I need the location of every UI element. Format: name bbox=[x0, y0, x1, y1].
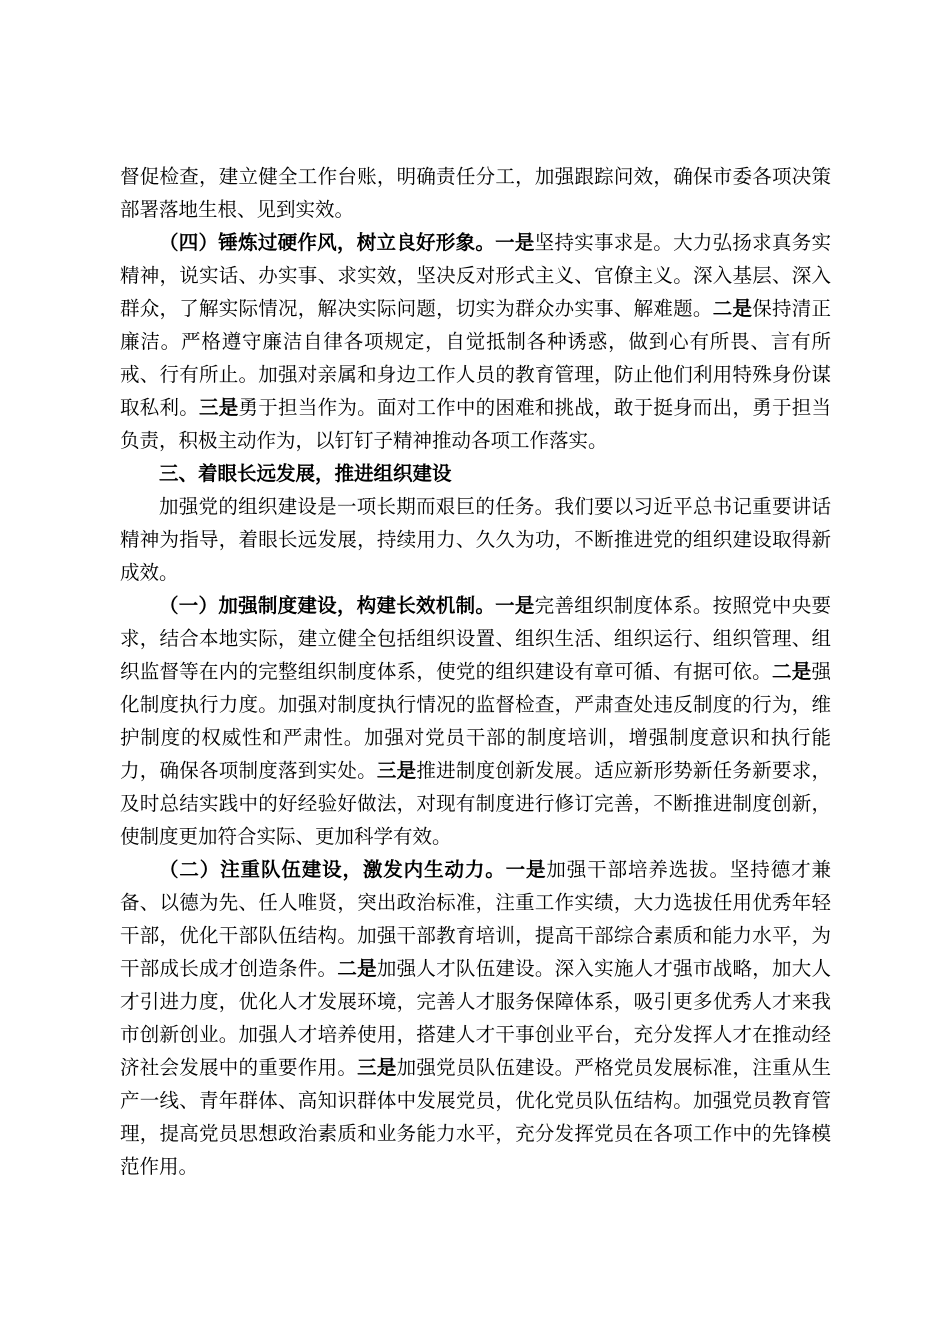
text-run: 推进制度创新发展。适应新形势新任务新要求，及时总结实践中的好经验好做法，对现有制度进行修订完善，不断推进制度创新，使制度更加符合实际、更加科学有效。 bbox=[120, 761, 831, 848]
text-run: 强化制度执行力度。加强对制度执行情况的监督检查，严肃查处违反制度的行为，维护制度的权威性和严肃性。加强对党员干部的制度培训，增强制度意识和执行能力，确保各项制度落到实处。 bbox=[120, 662, 831, 782]
section-heading bbox=[120, 458, 831, 491]
bold-text-run: 三是 bbox=[357, 1058, 397, 1079]
text-run: 督促检查，建立健全工作台账，明确责任分工，加强跟踪问效，确保市委各项决策部署落地生根、见到实效。 bbox=[120, 167, 831, 221]
bold-text-run: 三、着眼长远发展，推进组织建设 bbox=[159, 464, 452, 485]
document-body bbox=[120, 161, 831, 1184]
paragraph bbox=[120, 854, 831, 1184]
text-run: 保持清正廉洁。严格遵守廉洁自律各项规定，自觉抵制各种诱惑，做到心有所畏、言有所戒、行有所止。加强对亲属和身边工作人员的教育管理，防止他们利用特殊身份谋取私利。 bbox=[120, 299, 831, 419]
text-run: 加强人才队伍建设。深入实施人才强市战略，加大人才引进力度，优化人才发展环境，完善人才服务保障体系，吸引更多优秀人才来我市创新创业。加强人才培养使用，搭建人才干事创业平台，充分发挥人才在推动经济社会发展中的重要作用。 bbox=[120, 959, 831, 1079]
bold-text-run: 二是 bbox=[771, 662, 812, 683]
bold-text-run: （二）注重队伍建设，激发内生动力。一是 bbox=[159, 860, 547, 881]
bold-text-run: （四）锤炼过硬作风，树立良好形象。一是 bbox=[159, 233, 535, 254]
text-run: 加强党的组织建设是一项长期而艰巨的任务。我们要以习近平总书记重要讲话精神为指导，着眼长远发展，持续用力、久久为功，不断推进党的组织建设取得新成效。 bbox=[120, 497, 831, 584]
text-run: 勇于担当作为。面对工作中的困难和挑战，敢于挺身而出，勇于担当负责，积极主动作为，以钉钉子精神推动各项工作落实。 bbox=[120, 398, 831, 452]
paragraph bbox=[120, 227, 831, 458]
text-run: 加强干部培养选拔。坚持德才兼备、以德为先、任人唯贤，突出政治标准，注重工作实绩，大力选拔任用优秀年轻干部，优化干部队伍结构。加强干部教育培训，提高干部综合素质和能力水平，为干部成长成才创造条件。 bbox=[120, 860, 831, 980]
text-run: 加强党员队伍建设。严格党员发展标准，注重从生产一线、青年群体、高知识群体中发展党员，优化党员队伍结构。加强党员教育管理，提高党员思想政治素质和业务能力水平，充分发挥党员在各项工作中的先锋模范作用。 bbox=[120, 1058, 831, 1178]
paragraph bbox=[120, 590, 831, 854]
bold-text-run: 二是 bbox=[712, 299, 753, 320]
paragraph bbox=[120, 161, 831, 227]
text-run: 完善组织制度体系。按照党中央要求，结合本地实际，建立健全包括组织设置、组织生活、组织运行、组织管理、组织监督等在内的完整组织制度体系，使党的组织建设有章可循、有据可依。 bbox=[120, 596, 831, 683]
bold-text-run: 二是 bbox=[337, 959, 377, 980]
text-run: 坚持实事求是。大力弘扬求真务实精神，说实话、办实事、求实效，坚决反对形式主义、官僚主义。深入基层、深入群众，了解实际情况，解决实际问题，切实为群众办实事、解难题。 bbox=[120, 233, 831, 320]
bold-text-run: 三是 bbox=[376, 761, 417, 782]
paragraph bbox=[120, 491, 831, 590]
bold-text-run: 三是 bbox=[199, 398, 239, 419]
bold-text-run: （一）加强制度建设，构建长效机制。一是 bbox=[159, 596, 535, 617]
